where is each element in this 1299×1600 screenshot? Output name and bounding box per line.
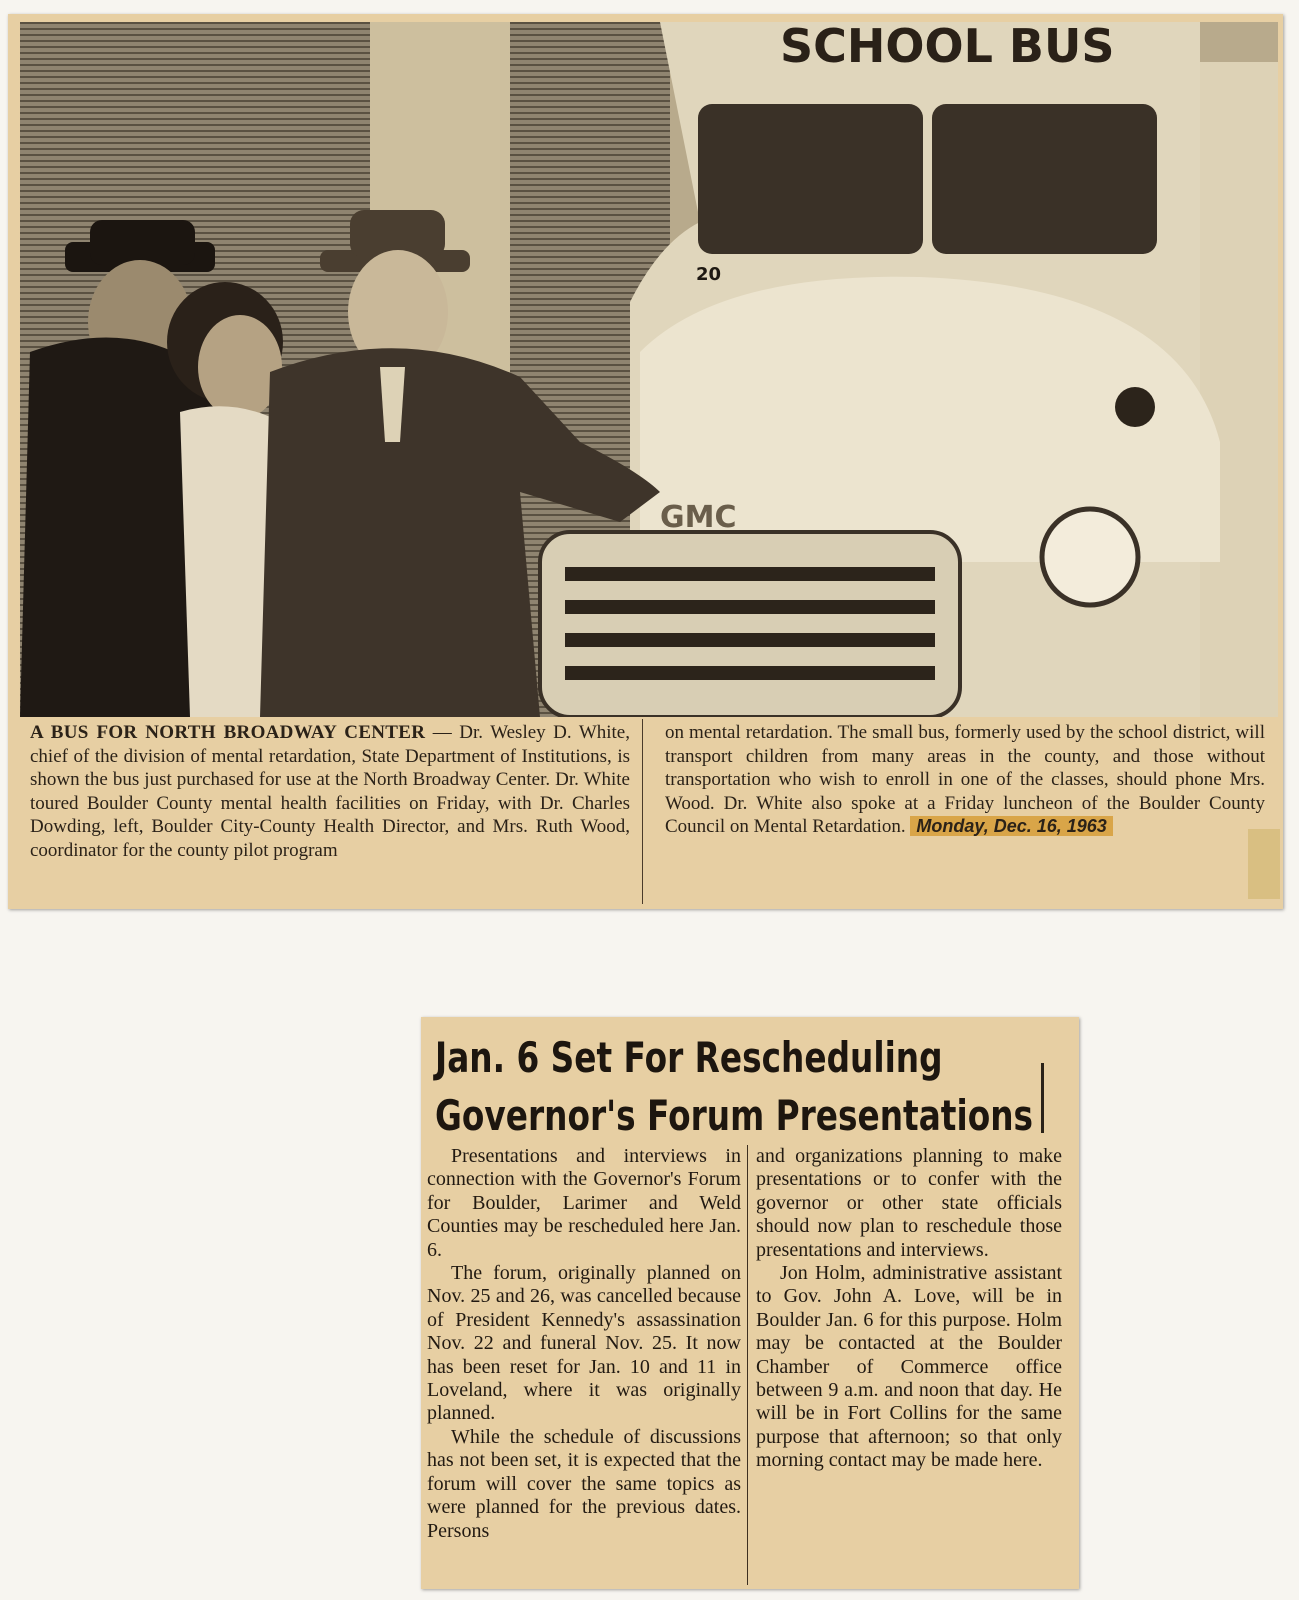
bus-windshield-right — [932, 104, 1157, 254]
headline-rule — [1041, 1063, 1044, 1133]
caption-column-right — [643, 719, 1275, 904]
news-photo — [20, 22, 1278, 717]
handwritten-date: Monday, Dec. 16, 1963 — [910, 816, 1112, 836]
caption-heading: A BUS FOR NORTH BROADWAY CENTER — [30, 722, 426, 743]
caption-text-right: on mental retardation. The small bus, formerly used by the school district, will transport children from many areas in the county, and those without transportation who wish to enroll in one of the classes, should phone Mrs. Wood. Dr. White also spoke at a Friday luncheon of the Boulder County Council on Mental Retardation. — [665, 722, 1265, 837]
article-paragraph: Presentations and interviews in connection with the Governor's Forum for Boulder, Larimer and Weld Counties may be rescheduled here Jan. 6. — [427, 1145, 741, 1261]
photo-caption — [20, 719, 1278, 904]
article-body — [427, 1145, 1067, 1585]
article-headline — [435, 1029, 1034, 1145]
bus-sign-text: SCHOOL BUS — [780, 22, 1115, 73]
article-paragraph: Jon Holm, administrative assistant to Gov. John A. Love, will be in Boulder Jan. 6 for this purpose. Holm may be contacted at the Boulder Chamber of Commerce office between 9 a.m. and noon that day. He will be in Fort Collins for the same purpose that afternoon; so that only morning contact may be made here. — [756, 1262, 1062, 1472]
news-clipping-bus — [8, 14, 1283, 909]
bus-windshield-left — [698, 104, 923, 254]
tape-strip — [1248, 829, 1280, 899]
photo-illustration — [20, 22, 1278, 717]
bus-headlight — [1042, 509, 1138, 605]
article-column-left — [427, 1145, 748, 1585]
news-clipping-forum — [421, 1017, 1079, 1589]
bus-grille — [540, 532, 960, 717]
article-paragraph: While the schedule of discussions has not been set, it is expected that the forum will cover the same topics as were planned for the previous dates. Persons — [427, 1425, 741, 1542]
article-column-right — [748, 1145, 1062, 1585]
bus-number: 20 — [696, 264, 722, 285]
caption-text-left: — Dr. Wesley D. White, chief of the division of mental retardation, State Department of Institutions, is shown the bus just purchased for use at the North Broadway Center. Dr. White toured Boulder County mental health facilities on Friday, with Dr. Charles Dowding, left, Boulder City-County Health Director, and Mrs. Ruth Wood, coordinator for the county pilot program — [30, 722, 630, 861]
headline-line-1: Jan. 6 Set For Rescheduling — [435, 1033, 943, 1082]
article-paragraph: The forum, originally planned on Nov. 25 and 26, was cancelled because of President Kennedy's assassination Nov. 22 and funeral Nov. 25. It now has been reset for Jan. 10 and 11 in Loveland, where it was originally planned. — [427, 1262, 741, 1425]
grille-logo: GMC — [660, 500, 737, 535]
headline-line-2: Governor's Forum Presentations — [435, 1091, 1034, 1140]
caption-column-left — [20, 719, 643, 904]
article-paragraph: and organizations planning to make presentations or to confer with the governor or other state officials should now plan to reschedule those presentations and interviews. — [756, 1145, 1062, 1261]
